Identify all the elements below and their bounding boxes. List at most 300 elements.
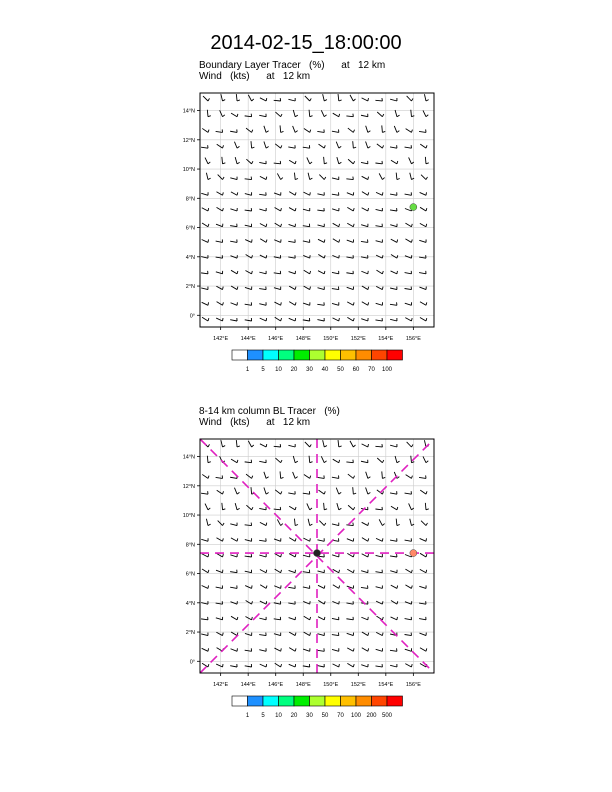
wind-barb <box>321 456 324 462</box>
colorbar-box <box>294 350 310 360</box>
wind-barb <box>275 458 280 463</box>
wind-barb-flag <box>208 476 209 479</box>
wind-barb <box>289 302 295 306</box>
wind-barb-flag <box>281 460 282 463</box>
wind-barb <box>376 303 383 305</box>
wind-barb <box>260 318 266 321</box>
colorbar-box <box>294 696 310 706</box>
colorbar-label: 5 <box>261 367 265 373</box>
wind-barb-flag <box>411 178 414 179</box>
wind-barb <box>317 477 324 478</box>
wind-barb-flag <box>223 554 224 557</box>
wind-barb-flag <box>353 224 354 227</box>
tracer-marker <box>410 550 417 557</box>
wind-barb <box>362 554 368 557</box>
wind-barb-flag <box>208 524 211 525</box>
wind-barb <box>308 173 310 180</box>
wind-barb <box>202 302 208 305</box>
wind-barb-flag <box>411 444 413 447</box>
wind-barb-flag <box>324 491 325 494</box>
wind-barb <box>405 239 411 243</box>
colorbar-box <box>356 696 372 706</box>
wind-barb-flag <box>252 99 254 101</box>
wind-barb-flag <box>353 445 355 447</box>
colorbar-label: 50 <box>321 713 329 719</box>
wind-barb-flag <box>353 493 356 494</box>
wind-barb <box>274 193 281 195</box>
wind-barb <box>221 94 223 101</box>
wind-barb <box>377 458 382 463</box>
wind-barb <box>245 179 252 180</box>
wind-barb-flag <box>252 617 253 620</box>
wind-barb <box>248 95 251 101</box>
wind-barb-flag <box>353 664 354 667</box>
wind-barb <box>391 254 397 258</box>
wind-barb <box>230 131 237 132</box>
y-tick-label: 12°N <box>182 483 195 490</box>
wind-barb-flag <box>310 633 311 636</box>
wind-barb-flag <box>339 100 342 101</box>
wind-barb <box>230 209 237 211</box>
wind-barb <box>293 456 295 463</box>
wind-barb <box>390 571 397 573</box>
wind-barb <box>390 665 397 667</box>
wind-barb <box>216 632 222 635</box>
wind-barb-flag <box>310 538 311 541</box>
wind-barb <box>231 303 238 306</box>
colorbar-box <box>232 696 248 706</box>
wind-barb <box>303 666 310 667</box>
wind-barb-flag <box>339 586 340 589</box>
wind-barb-flag <box>411 240 412 243</box>
x-tick-label: 144°E <box>240 682 256 688</box>
wind-barb <box>390 304 397 305</box>
wind-barb <box>382 471 383 478</box>
wind-barb-flag <box>295 287 296 290</box>
wind-barb-flag <box>237 617 238 620</box>
panel2-map <box>160 431 460 731</box>
colorbar-box <box>279 696 295 706</box>
wind-barb-flag <box>295 648 296 651</box>
wind-barb <box>348 505 353 510</box>
wind-barb <box>202 585 208 588</box>
wind-barb <box>391 617 397 620</box>
wind-barb <box>202 239 208 242</box>
wind-barb-flag <box>252 255 253 258</box>
wind-barb <box>201 539 208 541</box>
wind-barb-flag <box>339 508 342 510</box>
wind-barb <box>307 503 310 509</box>
wind-barb-flag <box>426 461 428 463</box>
wind-barb-flag <box>368 648 369 651</box>
wind-barb-flag <box>223 633 224 636</box>
wind-barb-flag <box>324 163 327 164</box>
colorbar-label: 60 <box>352 367 360 373</box>
wind-barb <box>245 270 251 273</box>
wind-barb-flag <box>295 161 296 164</box>
wind-barb-flag <box>266 601 267 604</box>
wind-barb <box>234 142 237 148</box>
wind-barb <box>289 570 296 572</box>
wind-barb <box>264 126 266 133</box>
wind-barb-flag <box>295 538 296 541</box>
wind-barb <box>303 493 310 494</box>
wind-barb <box>318 288 325 290</box>
wind-barb-flag <box>368 477 371 479</box>
wind-barb <box>336 488 339 495</box>
wind-barb-flag <box>368 177 369 180</box>
wind-barb <box>361 115 368 116</box>
wind-barb-flag <box>208 648 209 651</box>
wind-barb <box>361 665 368 667</box>
wind-barb-flag <box>208 162 210 164</box>
wind-barb <box>274 273 281 274</box>
wind-barb-flag <box>426 509 429 510</box>
wind-barb <box>420 192 426 195</box>
wind-barb-flag <box>324 585 325 588</box>
wind-barb <box>260 585 266 589</box>
wind-barb <box>289 648 295 652</box>
wind-barb <box>236 94 237 101</box>
wind-barb <box>361 241 368 242</box>
wind-barb <box>317 666 324 667</box>
wind-barb <box>333 459 339 463</box>
wind-barb-flag <box>295 461 298 463</box>
colorbar-box <box>356 350 372 360</box>
wind-barb <box>216 618 223 620</box>
wind-barb <box>333 585 339 589</box>
wind-barb <box>321 110 324 116</box>
colorbar-label: 100 <box>381 367 393 373</box>
wind-barb-flag <box>223 446 226 447</box>
wind-barb-flag <box>339 318 340 321</box>
wind-barb <box>274 539 281 541</box>
wind-barb <box>201 619 208 620</box>
wind-barb <box>375 163 382 164</box>
wind-barb <box>274 648 280 651</box>
colorbar-label: 500 <box>381 713 393 719</box>
wind-barb-flag <box>426 208 427 211</box>
wind-barb-flag <box>310 98 312 101</box>
wind-barb-flag <box>223 287 224 290</box>
wind-barb-flag <box>252 147 255 148</box>
wind-barb-flag <box>295 178 298 179</box>
wind-barb-flag <box>426 554 427 557</box>
wind-barb-flag <box>281 648 282 651</box>
wind-barb <box>347 317 353 321</box>
colorbar-label: 10 <box>275 367 282 373</box>
wind-barb <box>366 472 368 479</box>
wind-barb <box>201 273 208 274</box>
colorbar-box <box>279 350 295 360</box>
colorbar-box <box>372 696 388 706</box>
wind-barb-flag <box>368 131 371 133</box>
wind-barb <box>202 554 208 557</box>
wind-barb <box>259 209 266 211</box>
wind-barb-flag <box>208 239 209 242</box>
wind-barb-flag <box>208 116 211 117</box>
wind-barb <box>288 257 295 258</box>
wind-barb-flag <box>368 302 369 305</box>
wind-barb <box>230 241 237 242</box>
wind-barb <box>395 110 397 117</box>
panel1-map <box>160 85 460 385</box>
wind-barb <box>274 288 281 290</box>
colorbar-label: 70 <box>337 713 344 719</box>
wind-barb-flag <box>411 224 412 227</box>
wind-barb-flag <box>266 477 268 479</box>
wind-barb <box>376 209 383 211</box>
wind-barb <box>332 524 339 526</box>
wind-barb-flag <box>223 538 224 541</box>
wind-barb <box>304 475 310 479</box>
wind-barb <box>260 664 266 667</box>
wind-barb-flag <box>324 461 326 463</box>
wind-barb-flag <box>281 131 284 132</box>
wind-barb <box>260 239 266 243</box>
wind-barb <box>405 540 412 541</box>
wind-barb <box>264 488 266 495</box>
wind-barb-flag <box>295 554 296 557</box>
wind-barb <box>323 440 325 447</box>
wind-barb <box>421 175 426 180</box>
panel2-title-line2: Wind (kts) at 12 km <box>199 417 311 428</box>
colorbar-box <box>387 696 403 706</box>
wind-barb-flag <box>266 98 267 101</box>
wind-barb-flag <box>324 601 325 604</box>
wind-barb <box>260 98 266 101</box>
wind-barb-flag <box>368 538 369 541</box>
colorbar-label: 30 <box>306 367 313 373</box>
wind-barb-flag <box>411 570 412 573</box>
wind-barb <box>217 207 223 211</box>
wind-barb <box>420 648 426 652</box>
y-tick-label: 6°N <box>185 225 195 232</box>
wind-barb <box>259 115 266 116</box>
wind-barb-flag <box>281 570 282 573</box>
wind-barb <box>376 286 382 289</box>
wind-barb <box>318 600 324 604</box>
wind-barb <box>303 147 310 148</box>
wind-barb <box>277 173 280 179</box>
wind-barb-flag <box>411 318 412 321</box>
wind-barb <box>366 142 368 149</box>
wind-barb <box>353 141 354 148</box>
wind-barb-flag <box>368 554 369 557</box>
wind-barb <box>230 666 237 667</box>
wind-barb <box>259 304 266 306</box>
wind-barb-flag <box>324 145 325 148</box>
wind-barb <box>362 192 368 196</box>
wind-barb <box>361 587 368 588</box>
wind-barb <box>259 289 266 290</box>
wind-barb <box>361 162 368 163</box>
wind-barb <box>420 538 426 541</box>
wind-barb <box>294 173 295 180</box>
wind-barb-flag <box>208 130 209 133</box>
wind-barb-flag <box>223 208 224 211</box>
wind-barb <box>317 540 324 541</box>
wind-barb <box>332 209 339 211</box>
wind-barb <box>259 162 266 163</box>
wind-barb <box>231 538 237 541</box>
wind-barb <box>216 131 223 132</box>
wind-barb <box>260 444 266 447</box>
wind-barb-flag <box>339 492 341 494</box>
x-tick-label: 148°E <box>295 682 311 688</box>
wind-barb <box>202 569 208 573</box>
wind-barb <box>294 519 295 526</box>
wind-barb <box>361 571 368 573</box>
wind-barb <box>347 223 353 227</box>
wind-barb <box>259 650 266 652</box>
wind-barb-flag <box>382 460 383 463</box>
wind-barb <box>304 270 310 274</box>
wind-barb-flag <box>266 224 267 227</box>
wind-barb <box>405 493 412 494</box>
x-tick-label: 146°E <box>268 336 284 342</box>
wind-barb <box>405 569 411 573</box>
wind-barb <box>289 272 296 274</box>
wind-barb <box>332 477 339 478</box>
y-tick-label: 8°N <box>185 196 195 203</box>
wind-barb <box>348 128 353 132</box>
wind-barb <box>405 223 411 227</box>
wind-barb-flag <box>411 476 412 479</box>
y-tick-label: 4°N <box>185 600 195 607</box>
wind-barb-flag <box>397 507 398 510</box>
wind-barb-flag <box>223 509 226 510</box>
wind-barb-flag <box>223 664 224 667</box>
wind-barb-flag <box>266 586 267 589</box>
wind-barb <box>420 569 426 572</box>
x-tick-label: 150°E <box>323 682 339 688</box>
colorbar-label: 1 <box>245 713 250 719</box>
wind-barb <box>216 603 223 604</box>
wind-barb <box>421 521 426 526</box>
y-tick-label: 10°N <box>182 167 195 174</box>
wind-barb-flag <box>397 601 398 604</box>
wind-barb <box>350 95 353 101</box>
wind-barb <box>317 650 324 651</box>
wind-barb-flag <box>411 524 414 525</box>
wind-barb <box>289 664 295 667</box>
wind-barb-flag <box>411 116 414 117</box>
wind-barb <box>259 272 266 274</box>
wind-barb-flag <box>339 224 340 227</box>
wind-barb-flag <box>426 115 428 117</box>
wind-barb <box>405 194 412 195</box>
wind-barb <box>246 254 252 258</box>
wind-barb-flag <box>397 115 400 117</box>
wind-barb <box>333 664 339 667</box>
wind-barb <box>394 126 397 132</box>
wind-barb-flag <box>208 302 209 305</box>
wind-barb <box>419 633 426 636</box>
colorbar-box <box>310 350 326 360</box>
wind-barb <box>201 493 208 494</box>
wind-barb <box>324 503 325 510</box>
tracer-marker <box>314 550 321 557</box>
y-tick-label: 14°N <box>182 108 195 115</box>
wind-barb <box>230 320 237 321</box>
wind-barb <box>231 649 238 652</box>
y-tick-label: 12°N <box>182 137 195 144</box>
wind-barb-flag <box>223 100 226 101</box>
wind-barb-flag <box>208 462 211 463</box>
wind-barb-flag <box>310 162 312 164</box>
wind-barb-flag <box>324 115 326 117</box>
wind-barb <box>318 271 324 274</box>
wind-barb <box>216 224 223 227</box>
colorbar-box <box>372 350 388 360</box>
wind-barb <box>323 94 325 101</box>
panel2-title-line1: 8-14 km column BL Tracer (%) <box>199 406 340 417</box>
wind-barb <box>222 503 223 510</box>
wind-barb <box>248 441 251 447</box>
wind-barb <box>377 144 383 148</box>
wind-barb <box>303 209 310 211</box>
x-tick-label: 154°E <box>378 682 394 688</box>
wind-barb <box>259 540 266 541</box>
wind-barb-flag <box>426 177 427 180</box>
wind-barb <box>231 286 237 290</box>
wind-barb <box>230 477 237 478</box>
wind-barb <box>332 272 339 273</box>
wind-barb-flag <box>339 240 340 243</box>
wind-barb-flag <box>281 491 282 494</box>
wind-barb <box>405 318 411 321</box>
wind-barb <box>425 157 426 164</box>
wind-barb <box>202 474 208 478</box>
wind-barb-flag <box>295 302 296 305</box>
wind-barb <box>231 113 237 117</box>
x-tick-label: 142°E <box>213 336 229 342</box>
wind-barb <box>234 488 237 494</box>
wind-barb <box>289 506 295 510</box>
wind-barb <box>391 160 397 164</box>
wind-barb-flag <box>208 178 211 179</box>
panel1-title-line2: Wind (kts) at 12 km <box>199 71 311 82</box>
wind-barb <box>245 525 252 526</box>
wind-barb <box>390 288 397 290</box>
wind-barb <box>420 207 426 211</box>
wind-barb <box>410 173 412 180</box>
wind-barb <box>245 462 252 463</box>
wind-barb-flag <box>397 131 399 133</box>
wind-barb-flag <box>266 570 267 573</box>
wind-barb <box>332 194 339 195</box>
wind-barb <box>289 632 295 635</box>
wind-barb <box>375 572 382 573</box>
wind-barb <box>346 116 353 117</box>
wind-barb <box>203 96 208 101</box>
wind-barb <box>230 587 237 588</box>
wind-barb <box>216 192 222 196</box>
wind-barb <box>333 318 339 321</box>
wind-barb-flag <box>397 255 398 258</box>
wind-barb <box>419 586 426 588</box>
wind-barb-flag <box>252 130 253 133</box>
wind-barb <box>347 193 353 196</box>
wind-barb <box>289 224 296 226</box>
wind-barb-flag <box>295 507 296 510</box>
wind-barb <box>324 157 325 164</box>
wind-barb-flag <box>368 287 369 290</box>
wind-barb <box>303 572 310 573</box>
wind-barb <box>318 634 325 636</box>
wind-barb <box>304 286 310 289</box>
